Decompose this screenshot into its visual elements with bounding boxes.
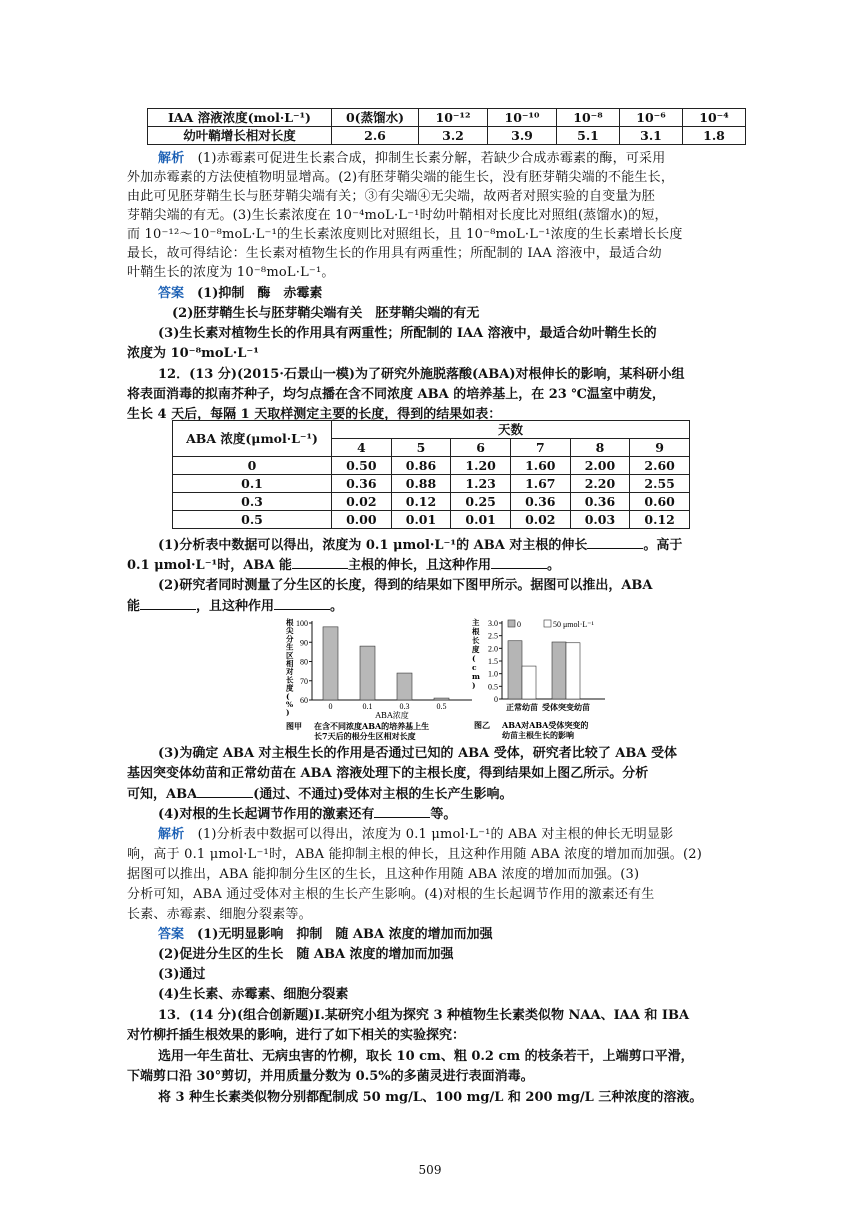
q13-line: 选用一年生苗壮、无病虫害的竹柳，取长 10 cm、粗 0.2 cm 的枝条若干，上端剪口平滑， (158, 1049, 694, 1064)
analysis12-line: 解析 (1)分析表中数据可以得出，浓度为 0.1 μmol·L⁻¹的 ABA 对主根的伸长无明显影 (158, 827, 674, 842)
table-header-cell: 5 (391, 439, 451, 457)
answer11-line: 答案 (1)抑制 酶 赤霉素 (158, 286, 323, 301)
figure-caption-label: 图乙 (474, 720, 490, 730)
table-cell: 0.3 (173, 493, 332, 511)
q12-sub2: 能 ，且这种作用 。 (127, 599, 344, 614)
q12-sub3: (3)为确定 ABA 对主根生长的作用是否通过已知的 ABA 受体，研究者比较了 ABA 受体 (158, 746, 677, 761)
table-cell: 10⁻⁶ (620, 109, 683, 127)
table-cell: 3.1 (620, 127, 683, 145)
table-cell: 10⁻⁴ (683, 109, 746, 127)
y-tick-label: 2.5 (488, 631, 498, 641)
figure-caption: 长7天后的根分生区相对长度 (314, 731, 416, 741)
bar (552, 642, 566, 699)
analysis11-line: 解析 (1)赤霉素可促进生长素合成，抑制生长素分解，若缺少合成赤霉素的酶，可采用 (158, 151, 666, 166)
answer-blank[interactable] (197, 785, 253, 798)
figure-a-bar-chart (282, 615, 482, 743)
y-axis-label-char: ( (472, 654, 476, 663)
answer-blank[interactable] (292, 556, 348, 569)
answer-blank[interactable] (587, 536, 643, 549)
analysis11-line: 最长，故可得结论：生长素对植物生长的作用具有两重性；所配制的 IAA 溶液中，最适合幼 (127, 246, 662, 261)
table-cell: 幼叶鞘增长相对长度 (148, 127, 332, 145)
table-cell: 0.12 (391, 493, 451, 511)
table-cell: 0(蒸馏水) (332, 109, 419, 127)
table-cell: 0.86 (391, 457, 451, 475)
y-axis-label-char: % (286, 700, 294, 709)
bar (323, 627, 338, 700)
table-header-cell: 9 (630, 439, 690, 457)
table-cell: 0.00 (332, 511, 392, 529)
table-header-cell: 7 (510, 439, 570, 457)
table-cell: 2.20 (570, 475, 630, 493)
table-cell: 0.36 (570, 493, 630, 511)
answer11-line: 浓度为 10⁻⁸moL·L⁻¹ (127, 346, 259, 361)
y-axis-label-char: 分 (286, 634, 294, 644)
y-tick-label: 1.0 (488, 669, 498, 679)
y-axis-label-char: 度 (472, 645, 480, 654)
figure-caption-label: 图甲 (286, 721, 302, 731)
table-cell: 0.1 (173, 475, 332, 493)
y-axis-label-char: 对 (286, 667, 294, 677)
table-cell: 2.00 (570, 457, 630, 475)
q12-sub2: (2)研究者同时测量了分生区的长度，得到的结果如下图甲所示。据图可以推出，ABA (158, 578, 653, 593)
bar (508, 641, 522, 699)
table-row (173, 475, 690, 493)
y-tick-label: 1.5 (488, 657, 498, 666)
table-row (173, 493, 690, 511)
x-tick-label: 受体突变幼苗 (542, 702, 590, 712)
table-cell: 0.88 (391, 475, 451, 493)
y-tick-label: 70 (300, 676, 308, 686)
page-number: 509 (418, 1163, 442, 1177)
table-cell: 1.23 (451, 475, 511, 493)
figure-caption: 幼苗主根生长的影响 (502, 730, 574, 740)
q13-line: 将 3 种生长素类似物分别都配制成 50 mg/L、100 mg/L 和 200 mg/L 三种浓度的溶液。 (158, 1090, 703, 1105)
y-axis-label-char: 根 (472, 627, 480, 636)
y-tick-label: 60 (300, 696, 308, 705)
table-cell: 0.36 (332, 475, 392, 493)
q12-intro-line: 12．(13 分)(2015·石景山一模)为了研究外施脱落酸(ABA)对根伸长的影响，某科研小组 (158, 367, 685, 382)
answer-blank[interactable] (274, 597, 330, 610)
q12-sub3: 基因突变体幼苗和正常幼苗在 ABA 溶液处理下的主根长度，得到结果如上图乙所示。分析 (127, 766, 649, 781)
y-tick-label: 0 (494, 695, 498, 704)
table-cell: 0 (173, 457, 332, 475)
table-cell: 0.5 (173, 511, 332, 529)
x-tick-label: 0.5 (436, 702, 447, 711)
table-row (173, 457, 690, 475)
table-row (148, 109, 746, 127)
table-cell: 3.9 (488, 127, 557, 145)
answer-blank[interactable] (140, 597, 196, 610)
answer11-line: (3)生长素对植物生长的作用具有两重性；所配制的 IAA 溶液中，最适合幼叶鞘生长的 (158, 326, 657, 341)
analysis12-line: 据图可以推出，ABA 能抑制分生区的生长，且这种作用随 ABA 浓度的增加而加强。(3) (127, 867, 640, 882)
answer12-line: (2)促进分生区的生长 随 ABA 浓度的增加而加强 (158, 947, 454, 962)
table-cell: 1.67 (510, 475, 570, 493)
q12-intro-line: 将表面消毒的拟南芥种子，均匀点播在含不同浓度 ABA 的培养基上，在 23 ℃温室中萌发， (127, 387, 665, 402)
table-row (173, 511, 690, 529)
y-tick-label: 0.5 (488, 682, 498, 692)
figure-caption: 在含不同浓度ABA的培养基上生 (314, 721, 430, 731)
legend-label: 0 (517, 620, 521, 629)
table-cell: 10⁻⁸ (557, 109, 620, 127)
aba-table-days-label: 天数 (332, 421, 690, 439)
table-cell: 1.60 (510, 457, 570, 475)
x-tick-label: 0 (328, 702, 333, 711)
y-tick-label: 80 (300, 657, 308, 667)
bar (397, 673, 412, 700)
table-cell: 0.01 (451, 511, 511, 529)
analysis12-line: 响，高于 0.1 μmol·L⁻¹时，ABA 能抑制主根的伸长，且这种作用随 ABA 浓度的增加而加强。(2) (127, 847, 703, 862)
table-cell: 0.12 (630, 511, 690, 529)
bar (522, 666, 536, 699)
iaa-table (147, 108, 746, 145)
y-axis-label-char: 主 (472, 618, 480, 627)
y-axis-label-char: ) (286, 708, 290, 718)
bar (434, 698, 449, 700)
y-axis-label-char: 长 (286, 675, 294, 685)
answer12-line: (3)通过 (158, 967, 206, 982)
table-header-cell: 8 (570, 439, 630, 457)
table-cell: 0.03 (570, 511, 630, 529)
q12-sub1: 0.1 μmol·L⁻¹时，ABA 能 主根的伸长，且这种作用 。 (127, 558, 560, 573)
analysis11-line: 叶鞘生长的浓度为 10⁻⁸moL·L⁻¹。 (127, 265, 335, 280)
y-axis-label-char: ) (472, 681, 476, 690)
analysis12-line: 长素、赤霉素、细胞分裂素等。 (127, 907, 312, 922)
legend-label: 50 μmol·L⁻¹ (553, 620, 594, 629)
table-cell: 1.20 (451, 457, 511, 475)
aba-table-corner: ABA 浓度(μmol·L⁻¹) (173, 421, 332, 457)
y-axis-label-char: ( (286, 691, 290, 701)
answer12-line: 答案 (1)无明显影响 抑制 随 ABA 浓度的增加而加强 (158, 927, 493, 942)
bar (360, 646, 375, 700)
q12-intro-line: 生长 4 天后，每隔 1 天取样测定主要的长度，得到的结果如表： (127, 407, 502, 422)
table-cell: 10⁻¹⁰ (488, 109, 557, 127)
q13-line: 13．(14 分)(组合创新题)Ⅰ.某研究小组为探究 3 种植物生长素类似物 NAA、IAA 和 IBA (158, 1008, 690, 1023)
figure-b-bar-chart (470, 615, 645, 743)
x-tick-label: 正常幼苗 (506, 702, 538, 712)
table-cell: 0.36 (510, 493, 570, 511)
table-cell: 2.60 (630, 457, 690, 475)
table-cell: 2.55 (630, 475, 690, 493)
table-cell: 0.02 (510, 511, 570, 529)
y-tick-label: 90 (300, 638, 308, 648)
analysis12-line: 分析可知，ABA 通过受体对主根的生长产生影响。(4)对根的生长起调节作用的激素还有生 (127, 887, 655, 902)
q13-line: 对竹柳扦插生根效果的影响，进行了如下相关的实验探究： (127, 1028, 466, 1043)
y-tick-label: 3.0 (488, 619, 498, 628)
q13-line: 下端剪口沿 30°剪切，并用质量分数为 0.5%的多菌灵进行表面消毒。 (127, 1069, 534, 1084)
y-axis-label-char: 根 (286, 618, 294, 627)
table-cell: 0.25 (451, 493, 511, 511)
y-axis-label-char: m (472, 672, 480, 681)
y-axis-label-char: 区 (286, 650, 294, 660)
y-axis-label-char: 长 (472, 636, 480, 645)
table-row (148, 127, 746, 145)
answer-blank[interactable] (491, 556, 547, 569)
y-tick-label: 2.0 (488, 644, 498, 654)
analysis11-line: 外加赤霉素的方法使植物明显增高。(2)有胚芽鞘尖端的能生长，没有胚芽鞘尖端的不能生长， (127, 170, 675, 185)
table-cell: 0.60 (630, 493, 690, 511)
analysis11-line: 由此可见胚芽鞘生长与胚芽鞘尖端有关；③有尖端④无尖端，故两者对照实验的自变量为胚 (127, 189, 656, 204)
y-axis-label-char: c (472, 663, 477, 672)
x-axis-label: ABA浓度 (375, 711, 409, 720)
legend-swatch (508, 620, 515, 627)
table-cell: 0.01 (391, 511, 451, 529)
answer11-line: (2)胚芽鞘生长与胚芽鞘尖端有关 胚芽鞘尖端的有无 (172, 306, 480, 321)
aba-table (172, 420, 690, 529)
answer-blank[interactable] (374, 805, 430, 818)
analysis11-line: 而 10⁻¹²～10⁻⁸moL·L⁻¹的生长素浓度则比对照组长，且 10⁻⁸moL·L⁻¹浓度的生长素增长长度 (127, 227, 683, 242)
answer12-line: (4)生长素、赤霉素、细胞分裂素 (158, 987, 349, 1002)
q12-sub3: 可知，ABA (通过、不通过)受体对主根的生长产生影响。 (127, 787, 513, 802)
table-cell: 3.2 (419, 127, 488, 145)
figure-caption: ABA对ABA受体突变的 (502, 720, 589, 730)
y-tick-label: 100 (296, 619, 308, 628)
table-header-cell: 4 (332, 439, 392, 457)
table-cell: 1.8 (683, 127, 746, 145)
table-header-cell: 6 (451, 439, 511, 457)
y-axis-label-char: 度 (286, 683, 294, 693)
table-cell: 5.1 (557, 127, 620, 145)
analysis11-line: 芽鞘尖端的有无。(3)生长素浓度在 10⁻⁴moL·L⁻¹时幼叶鞘相对长度比对照组(蒸馏水)的短， (127, 208, 668, 223)
table-cell: 0.50 (332, 457, 392, 475)
y-axis-label-char: 尖 (286, 626, 294, 636)
y-axis-label-char: 相 (286, 659, 294, 668)
x-tick-label: 0.3 (399, 702, 410, 711)
legend-swatch (544, 620, 551, 627)
table-cell: 2.6 (332, 127, 419, 145)
y-axis-label-char: 生 (286, 642, 294, 652)
bar (566, 643, 580, 699)
q12-sub1: (1)分析表中数据可以得出，浓度为 0.1 μmol·L⁻¹的 ABA 对主根的伸长 。高于 (158, 538, 683, 553)
x-tick-label: 0.1 (362, 702, 373, 711)
table-cell: 0.02 (332, 493, 392, 511)
table-cell: IAA 溶液浓度(mol·L⁻¹) (148, 109, 332, 127)
table-cell: 10⁻¹² (419, 109, 488, 127)
q12-sub4: (4)对根的生长起调节作用的激素还有 等。 (158, 807, 457, 822)
